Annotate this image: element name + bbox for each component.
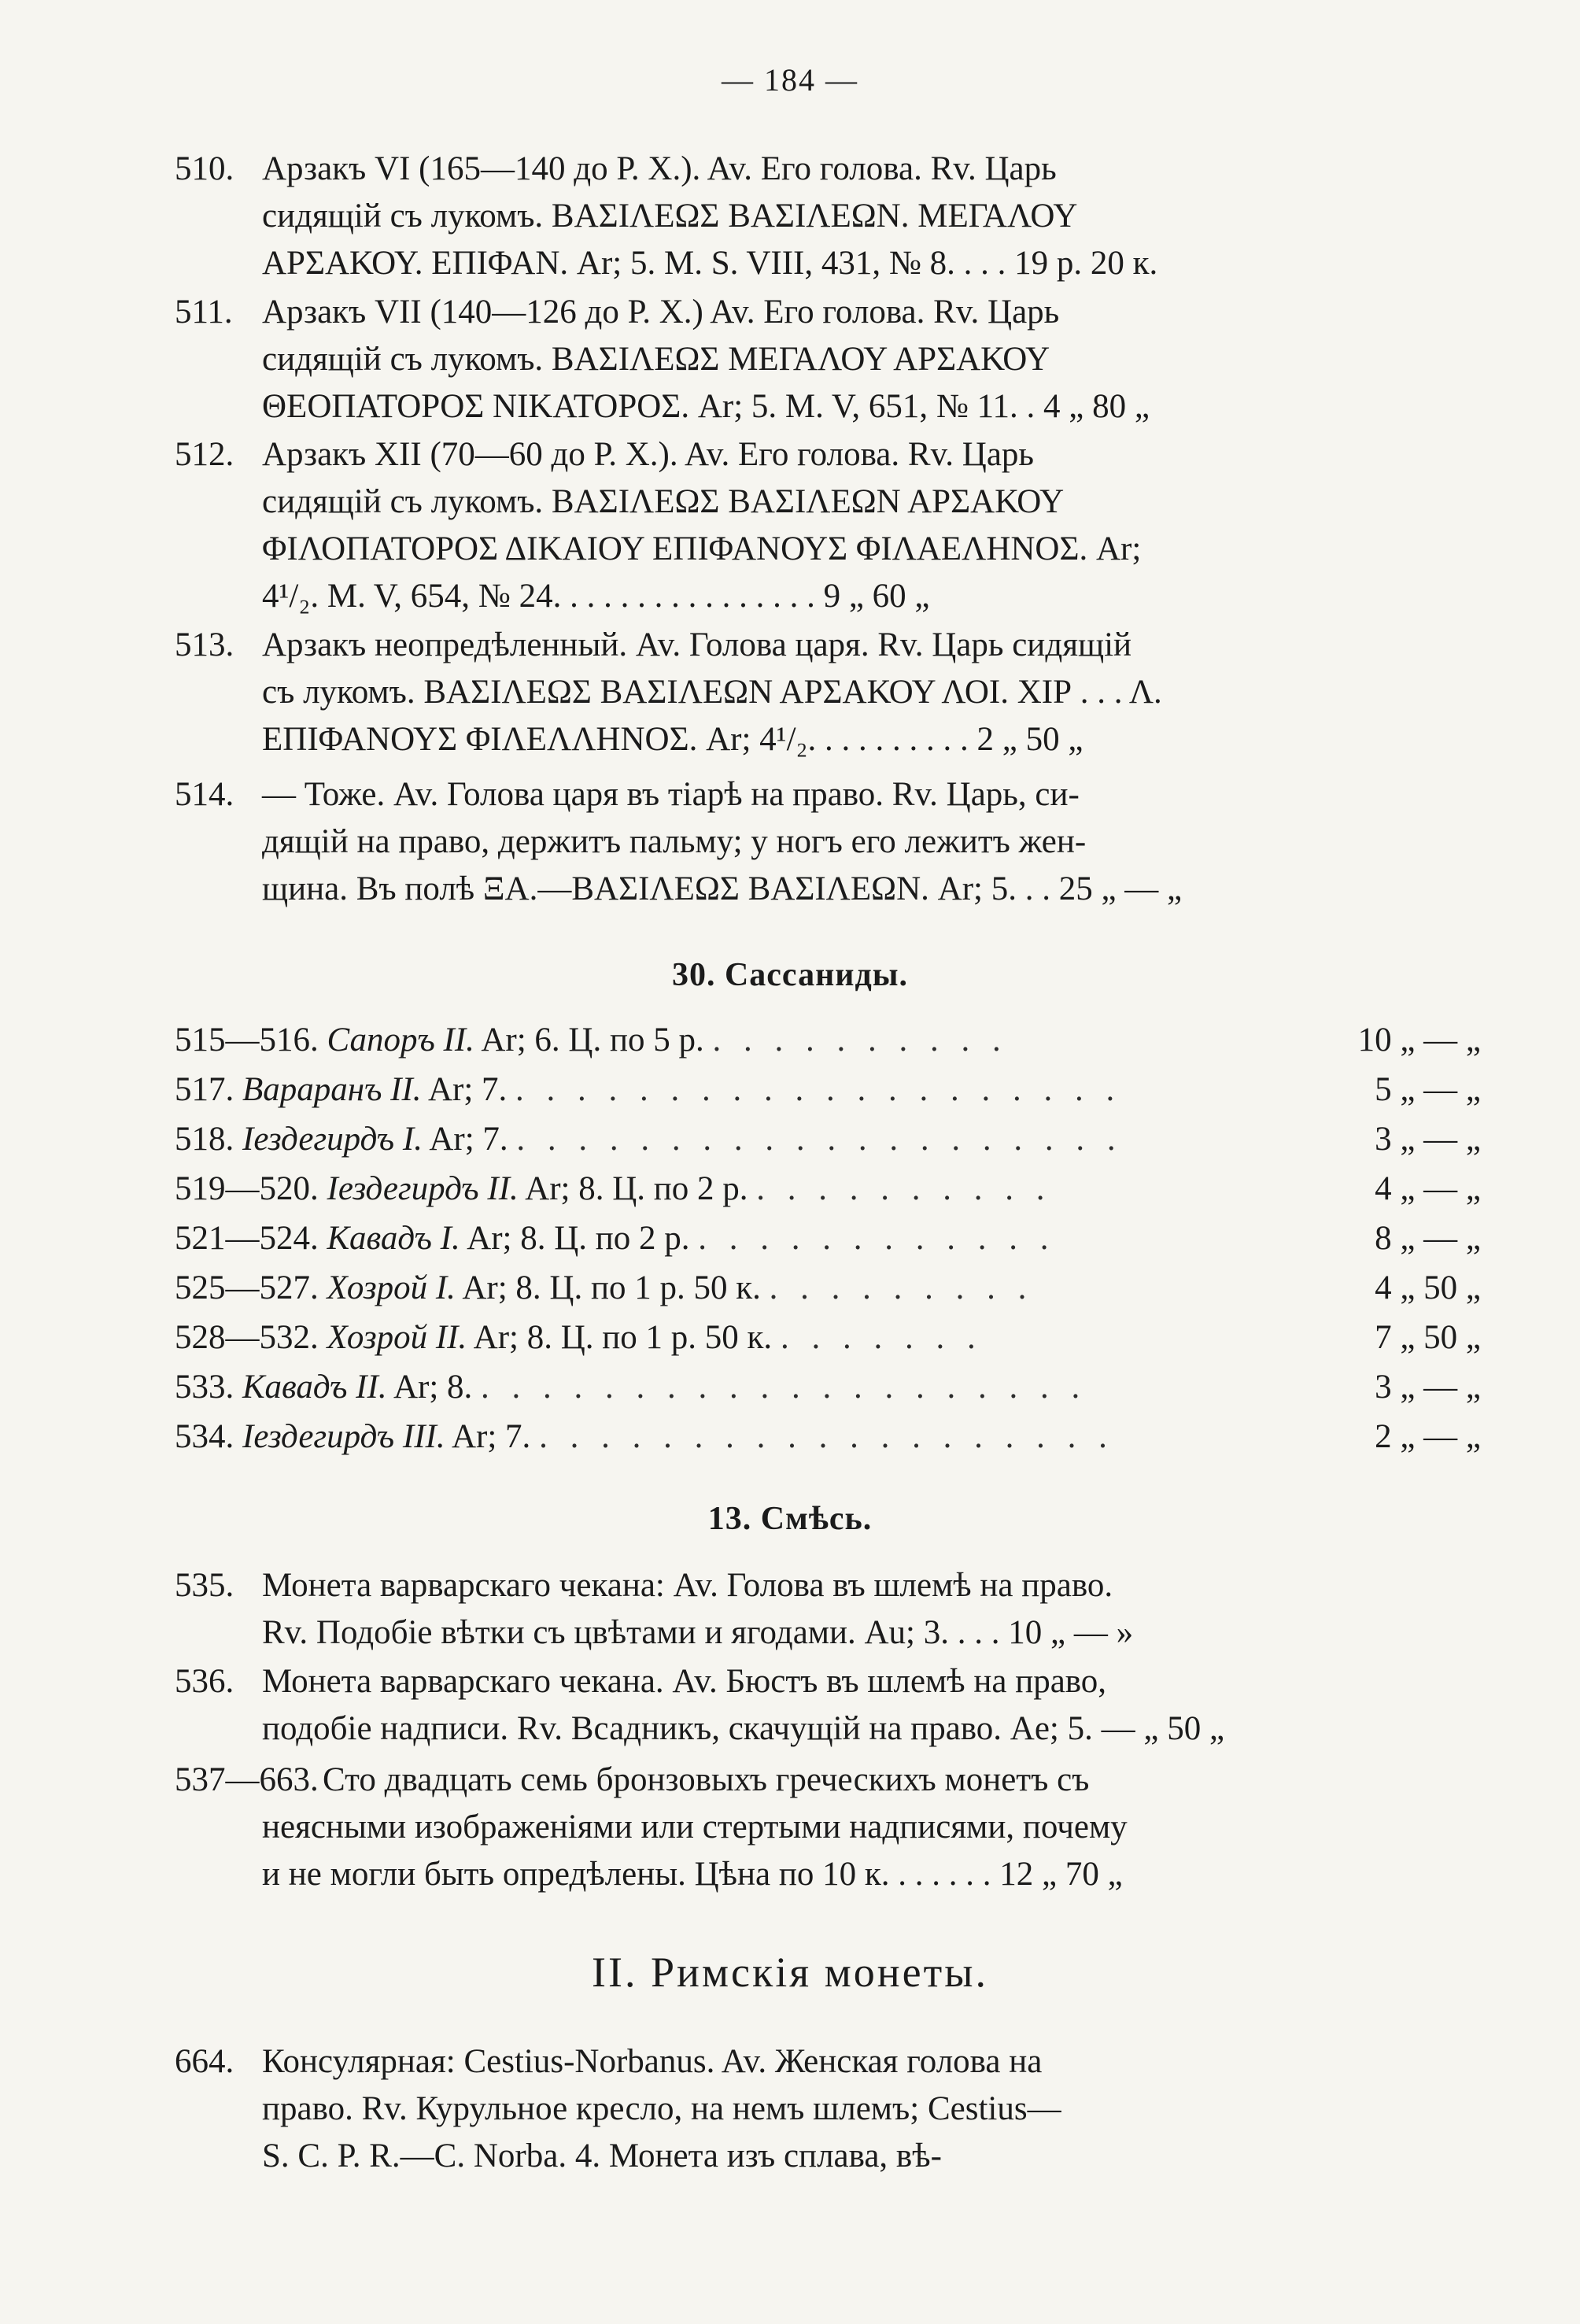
catalog-entry-664: [175, 2038, 1481, 2180]
sassanid-row: [175, 1265, 1481, 1312]
catalog-entry-536: [175, 1658, 1481, 1753]
leader-dots: . . . . . . . . . . . .: [698, 1220, 1056, 1257]
entry-text: неясными изображеніями или стертыми надписями, почему: [262, 1809, 1128, 1846]
entry-text: 4¹/₂. M. V, 654, № 24. . . . . . . . . . . . . . . . 9 „ 60 „: [262, 578, 930, 615]
entry-text: Ar; 6. Ц. по 5 р.: [481, 1022, 704, 1059]
catalog-entry-537-663: [175, 1757, 1481, 1898]
entry-text: Ar; 8.: [393, 1369, 473, 1406]
entry-text: Монета варварскаго чекана: Av. Голова въ шлемѣ на право.: [262, 1567, 1113, 1604]
section-heading-mix: 13. Смѣсь.: [707, 1501, 873, 1537]
catalog-entry-510: [175, 146, 1481, 287]
price: 3 „ — „: [1375, 1369, 1481, 1406]
entry-text: Монета варварскаго чекана. Av. Бюстъ въ шлемѣ на право,: [262, 1663, 1107, 1700]
entry-text: Сто двадцать семь бронзовыхъ греческихъ монетъ съ: [323, 1761, 1090, 1798]
entry-number: 512.: [175, 436, 234, 473]
entry-text: щина. Въ полѣ ΞΑ.—ΒΑΣΙΛΕΩΣ ΒΑΣΙΛΕΩΝ. Ar; 5. . . 25 „ — „: [262, 870, 1183, 907]
page-number: — 184 —: [722, 62, 858, 98]
entry-text: ΕΠΙΦΑΝΟΥΣ ΦΙΛΕΛΛΗΝΟΣ. Ar; 4¹/₂. . . . . . . . . . 2 „ 50 „: [262, 721, 1083, 758]
entry-number: 533.: [175, 1369, 234, 1406]
entry-number: 518.: [175, 1121, 234, 1158]
ruler-name: Кавадъ I.: [327, 1220, 460, 1257]
entry-text: Консулярная: Cestius-Norbanus. Av. Женская голова на: [262, 2043, 1043, 2080]
leader-dots: . . . . . . . . . . . . . . . . . . . .: [516, 1121, 1123, 1158]
catalog-entry-511: [175, 289, 1481, 430]
catalog-entry-535: [175, 1562, 1481, 1657]
section-heading-sassanids: 30. Сассаниды.: [671, 957, 909, 993]
entry-text: ΑΡΣΑΚΟΥ. ΕΠΙΦΑΝ. Ar; 5. M. S. VIII, 431, № 8. . . . 19 р. 20 к.: [262, 245, 1158, 282]
price: 10 „ — „: [1357, 1022, 1481, 1059]
sassanid-row: [175, 1116, 1481, 1163]
ruler-name: Хозрой II.: [327, 1319, 467, 1356]
entry-text: право. Rv. Курульное кресло, на немъ шлемъ; Cestius—: [262, 2090, 1061, 2127]
catalog-entry-514: [175, 771, 1481, 913]
entry-text: и не могли быть опредѣлены. Цѣна по 10 к. . . . . . . 12 „ 70 „: [262, 1856, 1123, 1893]
entry-text: дящій на право, держитъ пальму; у ногъ его лежитъ жен-: [262, 823, 1087, 860]
sassanid-row: [175, 1066, 1481, 1114]
entry-number: 517.: [175, 1071, 234, 1108]
entry-text: Арзакъ VII (140—126 до Р. Х.) Av. Его голова. Rv. Царь: [262, 294, 1060, 331]
ruler-name: Сапоръ II.: [327, 1022, 474, 1059]
price: 4 „ 50 „: [1375, 1269, 1481, 1306]
price: 3 „ — „: [1375, 1121, 1481, 1158]
price: 2 „ — „: [1375, 1418, 1481, 1455]
sassanid-row: [175, 1364, 1481, 1411]
entry-text: Ar; 8. Ц. по 1 р. 50 к.: [462, 1269, 761, 1306]
ruler-name: Іездегирдъ II.: [327, 1170, 519, 1207]
entry-text: Арзакъ неопредѣленный. Av. Голова царя. Rv. Царь сидящій: [262, 626, 1132, 663]
sassanid-row: [175, 1413, 1481, 1461]
leader-dots: . . . . . . . . . .: [756, 1170, 1052, 1207]
ruler-name: Кавадъ II.: [242, 1369, 387, 1406]
ruler-name: Іездегирдъ I.: [242, 1121, 423, 1158]
entry-text: Арзакъ VI (165—140 до Р. Х.). Av. Его голова. Rv. Царь: [262, 150, 1057, 187]
entry-text: S. C. P. R.—C. Norba. 4. Монета изъ сплава, вѣ-: [262, 2137, 942, 2174]
entry-text: Ar; 8. Ц. по 2 р.: [467, 1220, 690, 1257]
leader-dots: . . . . . . . . . . . . . . . . . . . .: [481, 1369, 1087, 1406]
entry-number: 510.: [175, 150, 234, 187]
entry-number: 664.: [175, 2043, 234, 2080]
price: 8 „ — „: [1375, 1220, 1481, 1257]
entry-number: 521—524.: [175, 1220, 319, 1257]
catalog-entry-512: [175, 431, 1481, 620]
sassanid-row: [175, 1215, 1481, 1262]
ruler-name: Вараранъ II.: [242, 1071, 422, 1108]
entry-text: сидящій съ лукомъ. ΒΑΣΙΛΕΩΣ ΒΑΣΙΛΕΩΝ. ΜΕΓΑΛΟΥ: [262, 198, 1078, 235]
entry-number: 534.: [175, 1418, 234, 1455]
ruler-name: Хозрой I.: [327, 1269, 456, 1306]
entry-text: съ лукомъ. ΒΑΣΙΛΕΩΣ ΒΑΣΙΛΕΩΝ ΑΡΣΑΚΟΥ ΛΟΙ. ΧΙΡ . . . Λ.: [262, 674, 1162, 711]
entry-number: 537—663.: [175, 1761, 319, 1798]
entry-number: 513.: [175, 626, 234, 663]
entry-text: Ar; 7.: [451, 1418, 531, 1455]
entry-text: Ar; 7.: [427, 1071, 508, 1108]
entry-text: сидящій съ лукомъ. ΒΑΣΙΛΕΩΣ ΒΑΣΙΛΕΩΝ ΑΡΣΑΚΟΥ: [262, 483, 1065, 520]
leader-dots: . . . . . . . . . . . . . . . . . . .: [539, 1418, 1114, 1455]
entry-text: Rv. Подобіе вѣтки съ цвѣтами и ягодами. Au; 3. . . . 10 „ — »: [262, 1614, 1134, 1651]
entry-text: ΦΙΛΟΠΑΤΟΡΟΣ ΔΙΚΑΙΟΥ ΕΠΙΦΑΝΟΥΣ ΦΙΛΑΕΛΗΝΟΣ. Ar;: [262, 530, 1142, 567]
entry-text: подобіе надписи. Rv. Всадникъ, скачущій на право. Ae; 5. — „ 50 „: [262, 1710, 1225, 1747]
entry-text: Ar; 8. Ц. по 2 р.: [525, 1170, 748, 1207]
entry-number: 511.: [175, 294, 233, 331]
entry-number: 525—527.: [175, 1269, 319, 1306]
entry-number: 528—532.: [175, 1319, 319, 1356]
entry-text: сидящій съ лукомъ. ΒΑΣΙΛΕΩΣ ΜΕΓΑΛΟΥ ΑΡΣΑΚΟΥ: [262, 341, 1050, 378]
major-heading-roman-coins: II. Римскія монеты.: [591, 1949, 989, 1996]
entry-number: 514.: [175, 776, 234, 813]
ruler-name: Іездегирдъ III.: [242, 1418, 445, 1455]
entry-text: — Тоже. Av. Голова царя въ тіарѣ на право. Rv. Царь, си-: [262, 776, 1080, 813]
price: 7 „ 50 „: [1375, 1319, 1481, 1356]
sassanid-row: [175, 1166, 1481, 1213]
entry-number: 536.: [175, 1663, 234, 1700]
price: 4 „ — „: [1375, 1170, 1481, 1207]
leader-dots: . . . . . . . . . .: [712, 1022, 1008, 1059]
leader-dots: . . . . . . . . . . . . . . . . . . . .: [515, 1071, 1122, 1108]
catalog-entry-513: [175, 622, 1481, 763]
entry-number: 515—516.: [175, 1022, 319, 1059]
price: 5 „ — „: [1375, 1071, 1481, 1108]
sassanid-row: [175, 1017, 1481, 1064]
leader-dots: . . . . . . .: [780, 1319, 983, 1356]
sassanid-row: [175, 1314, 1481, 1362]
entry-number: 519—520.: [175, 1170, 319, 1207]
entry-text: Арзакъ XII (70—60 до Р. Х.). Av. Его голова. Rv. Царь: [262, 436, 1035, 473]
entry-text: Ar; 8. Ц. по 1 р. 50 к.: [473, 1319, 773, 1356]
entry-number: 535.: [175, 1567, 234, 1604]
leader-dots: . . . . . . . . .: [769, 1269, 1034, 1306]
entry-text: Ar; 7.: [429, 1121, 508, 1158]
entry-text: ΘΕΟΠΑΤΟΡΟΣ ΝΙΚΑΤΟΡΟΣ. Ar; 5. M. V, 651, № 11. . 4 „ 80 „: [262, 388, 1150, 425]
